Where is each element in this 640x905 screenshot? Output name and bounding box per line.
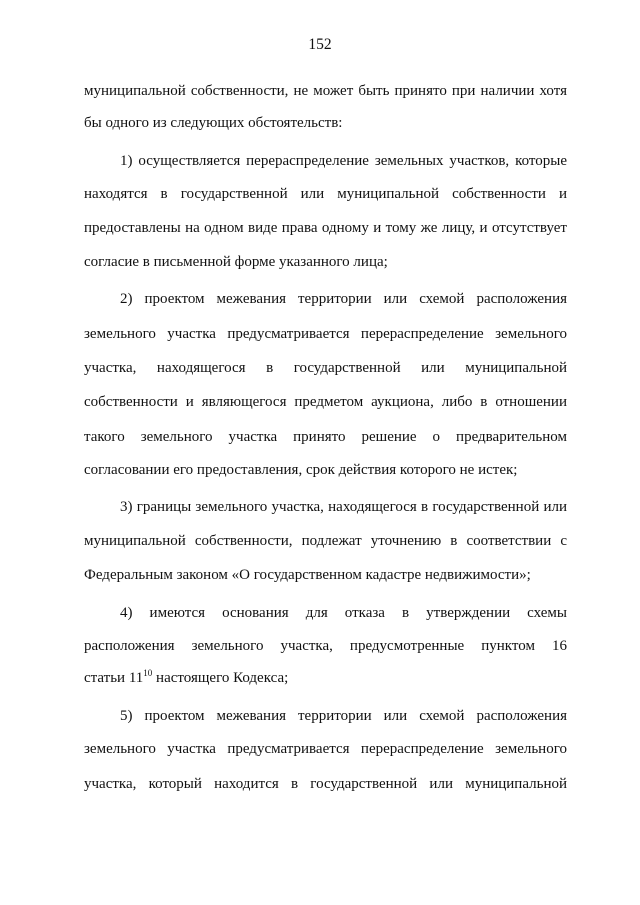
text-line: бы одного из следующих обстоятельств:	[84, 115, 343, 131]
article-ref: статьи 11	[84, 670, 144, 686]
text-line: участка, находящегося в государственной или муниципальной	[84, 360, 567, 376]
list-item-2-line: 2) проектом межевания территории или схемой расположения	[120, 291, 567, 307]
page-number: 152	[308, 36, 332, 53]
list-item-5-line: 5) проектом межевания территории или схемой расположения	[120, 708, 567, 724]
text-line: муниципальной собственности, подлежат уточнению в соответствии с	[84, 533, 567, 549]
text-line: Федеральным законом «О государственном кадастре недвижимости»;	[84, 567, 531, 583]
text-line: согласие в письменной форме указанного лица;	[84, 254, 388, 270]
list-item-3-line: 3) границы земельного участка, находящегося в государственной или	[120, 499, 567, 515]
text-line: муниципальной собственности, не может быть принято при наличии хотя	[84, 83, 567, 99]
text-line: собственности и являющегося предметом аукциона, либо в отношении	[84, 394, 567, 410]
text-line: такого земельного участка принято решение о предварительном	[84, 429, 567, 445]
text-line: предоставлены на одном виде права одному и тому же лицу, и отсутствует	[84, 220, 567, 236]
text-fragment: настоящего Кодекса;	[152, 670, 289, 686]
superscript: 10	[143, 668, 153, 678]
text-line: находятся в государственной или муниципальной собственности и	[84, 186, 567, 202]
text-line: согласовании его предоставления, срок действия которого не истек;	[84, 462, 518, 478]
list-item-1-line: 1) осуществляется перераспределение земельных участков, которые	[120, 153, 567, 169]
text-line: расположения земельного участка, предусмотренные пунктом 16	[84, 638, 567, 654]
list-item-4-line: 4) имеются основания для отказа в утверждении схемы	[120, 605, 567, 621]
text-line: земельного участка предусматривается перераспределение земельного	[84, 741, 567, 757]
text-line	[84, 669, 567, 687]
text-line: земельного участка предусматривается перераспределение земельного	[84, 326, 567, 342]
text-line: участка, который находится в государственной или муниципальной	[84, 776, 567, 792]
